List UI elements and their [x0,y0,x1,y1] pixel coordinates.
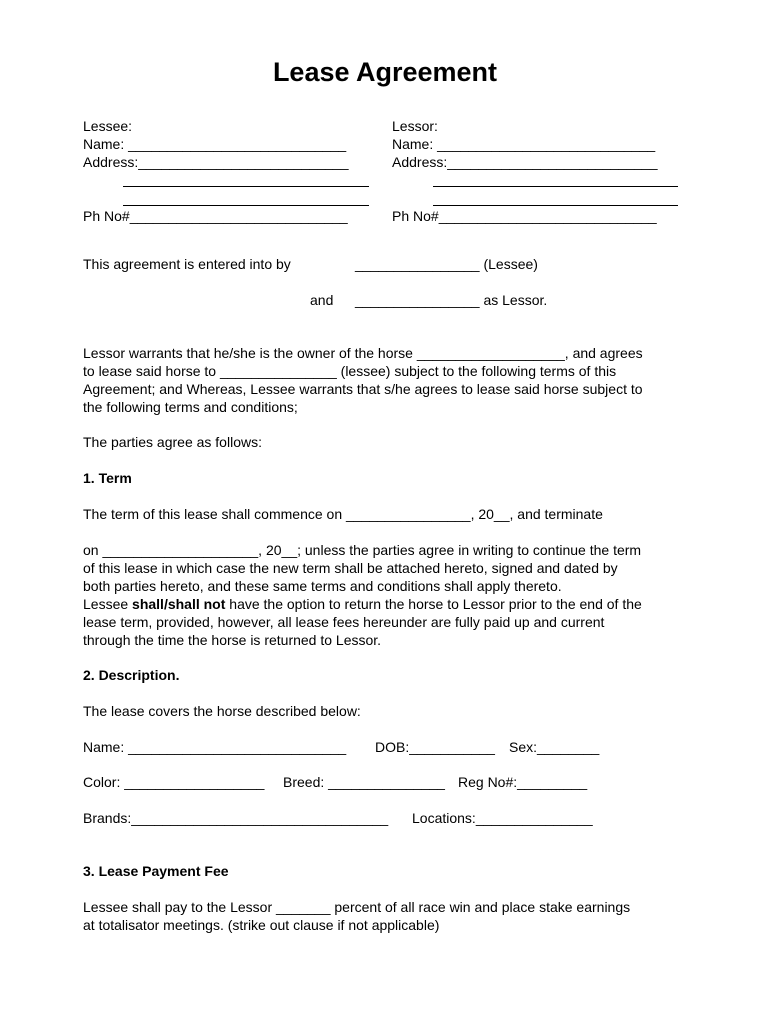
agreement-intro: This agreement is entered into by [83,256,291,272]
term-option-line: lease term, provided, however, all lease fees hereunder are fully paid up and current [83,614,605,630]
horse-dob-field: DOB:___________ [375,739,495,755]
lessor-address-line-2 [433,186,678,187]
lessee-heading: Lessee: [83,118,133,134]
term-option-suffix: have the option to return the horse to Lessor prior to the end of the [225,596,642,612]
term-commence: The term of this lease shall commence on ________________, 20__, and terminate [83,506,603,522]
horse-sex-field: Sex:________ [509,739,600,755]
lessor-address-field: Address:___________________________ [392,154,658,170]
description-heading: 2. Description. [83,667,180,683]
lessor-name-field: Name: ____________________________ [392,136,656,152]
term-line: both parties hereto, and these same terms and conditions shall apply thereto. [83,578,562,594]
lessee-phone-field: Ph No#____________________________ [83,208,348,224]
term-line: of this lease in which case the new term shall be attached hereto, signed and dated by [83,560,618,576]
payment-line: Lessee shall pay to the Lessor _______ percent of all race win and place stake earnings [83,899,631,915]
term-option-bold: shall/shall not [132,596,226,612]
horse-reg-field: Reg No#:_________ [458,774,588,790]
payment-heading: 3. Lease Payment Fee [83,863,229,879]
term-option-line: through the time the horse is returned to Lessor. [83,632,382,648]
lessor-party-line: ________________ as Lessor. [355,292,548,308]
horse-breed-field: Breed: _______________ [283,774,445,790]
warrants-line: to lease said horse to _______________ (lessee) subject to the following terms of this [83,363,617,379]
horse-locations-field: Locations:_______________ [412,810,593,826]
term-heading: 1. Term [83,470,132,486]
lessor-heading: Lessor: [392,118,438,134]
agree-intro: The parties agree as follows: [83,434,262,450]
lessee-address-field: Address:___________________________ [83,154,349,170]
horse-name-field: Name: ____________________________ [83,739,347,755]
warrants-line: Agreement; and Whereas, Lessee warrants that s/he agrees to lease said horse subject to [83,381,643,397]
lessor-phone-field: Ph No#____________________________ [392,208,657,224]
horse-brands-field: Brands:_________________________________ [83,810,389,826]
warrants-line: Lessor warrants that he/she is the owner of the horse ___________________, and agrees [83,345,643,361]
lessee-address-line-2 [123,186,369,187]
lessee-address-line-3 [123,205,369,206]
term-option-line [83,595,642,613]
term-line: on ____________________, 20__; unless the parties agree in writing to continue the term [83,542,642,558]
payment-line: at totalisator meetings. (strike out clause if not applicable) [83,917,440,933]
and-text: and [310,292,334,308]
term-option-prefix: Lessee [83,596,133,612]
lessee-name-field: Name: ____________________________ [83,136,347,152]
lessee-party-line: ________________ (Lessee) [355,256,538,272]
horse-color-field: Color: __________________ [83,774,265,790]
page-title: Lease Agreement [272,57,498,87]
description-intro: The lease covers the horse described below: [83,703,361,719]
lessor-address-line-3 [433,205,678,206]
warrants-line: the following terms and conditions; [83,399,298,415]
